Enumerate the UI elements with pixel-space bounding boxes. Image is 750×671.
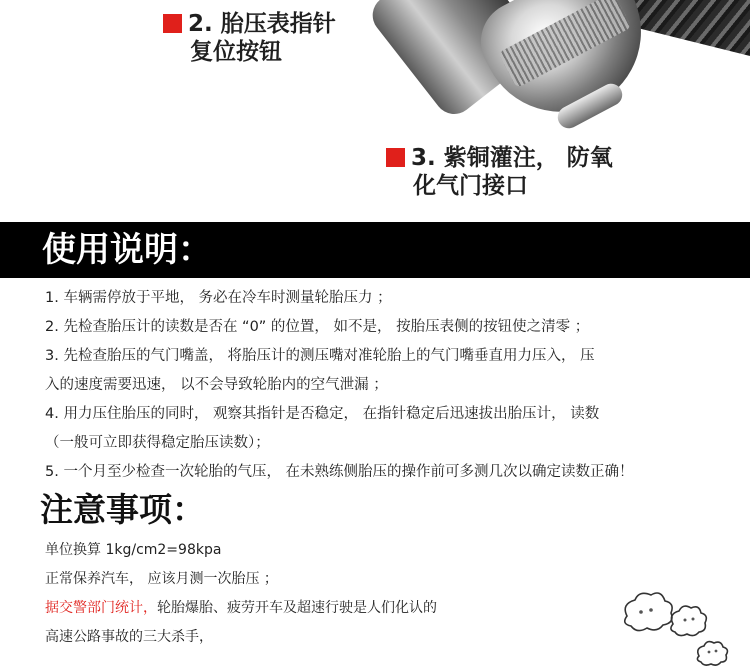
product-image-area — [0, 0, 750, 222]
notes-line: 单位换算 1kg/cm2=98kpa — [45, 542, 222, 558]
notes-line: 正常保养汽车， 应该月测一次胎压 ； — [45, 571, 278, 587]
usage-line: 5. 一个月至少检查一次轮胎的气压， 在未熟练侧胎压的操作前可多测几次以确定读数正确！ — [45, 464, 634, 480]
usage-title: 使用说明： — [42, 230, 212, 270]
notes-line — [45, 594, 605, 623]
usage-instructions — [45, 284, 735, 487]
usage-line: 1. 车辆需停放于平地， 务必在冷车时测量轮胎压力 ； — [45, 290, 392, 306]
red-square-marker — [163, 14, 182, 33]
feature-callout-copper-valve — [386, 144, 613, 200]
notes-highlight: 据交警部门统计， — [45, 600, 157, 616]
notes-title: 注意事项： — [40, 490, 205, 529]
notes-section — [45, 536, 605, 652]
feature-line: 2. 胎压表指针 — [188, 11, 336, 37]
notes-text: 轮胎爆胎、疲劳开车及超速行驶是人们化认的 — [157, 600, 437, 616]
usage-line: （一般可立即获得稳定胎压读数）； — [45, 435, 270, 451]
usage-line: 入的速度需要迅速， 以不会导致轮胎内的空气泄漏 ； — [45, 377, 388, 393]
feature-callout-reset-button — [163, 10, 336, 66]
feature-line: 复位按钮 — [190, 39, 282, 65]
feature-line: 化气门接口 — [413, 173, 528, 199]
usage-line: 2. 先检查胎压计的读数是否在 “0” 的位置， 如不是， 按胎压表侧的按钮使之清零 ； — [45, 319, 590, 335]
usage-line: 4. 用力压住胎压的同时， 观察其指针是否稳定， 在指针稳定后迅速拔出胎压计， 读数 — [45, 406, 600, 422]
notes-line: 高速公路事故的三大杀手， — [45, 629, 213, 645]
usage-line: 3. 先检查胎压的气门嘴盖， 将胎压计的测压嘴对准轮胎上的气门嘴垂直用力压入， 压 — [45, 348, 595, 364]
feature-line: 3. 紫铜灌注， 防氧 — [411, 145, 613, 171]
red-square-marker — [386, 148, 405, 167]
cloud-doodle-icon — [615, 586, 745, 671]
